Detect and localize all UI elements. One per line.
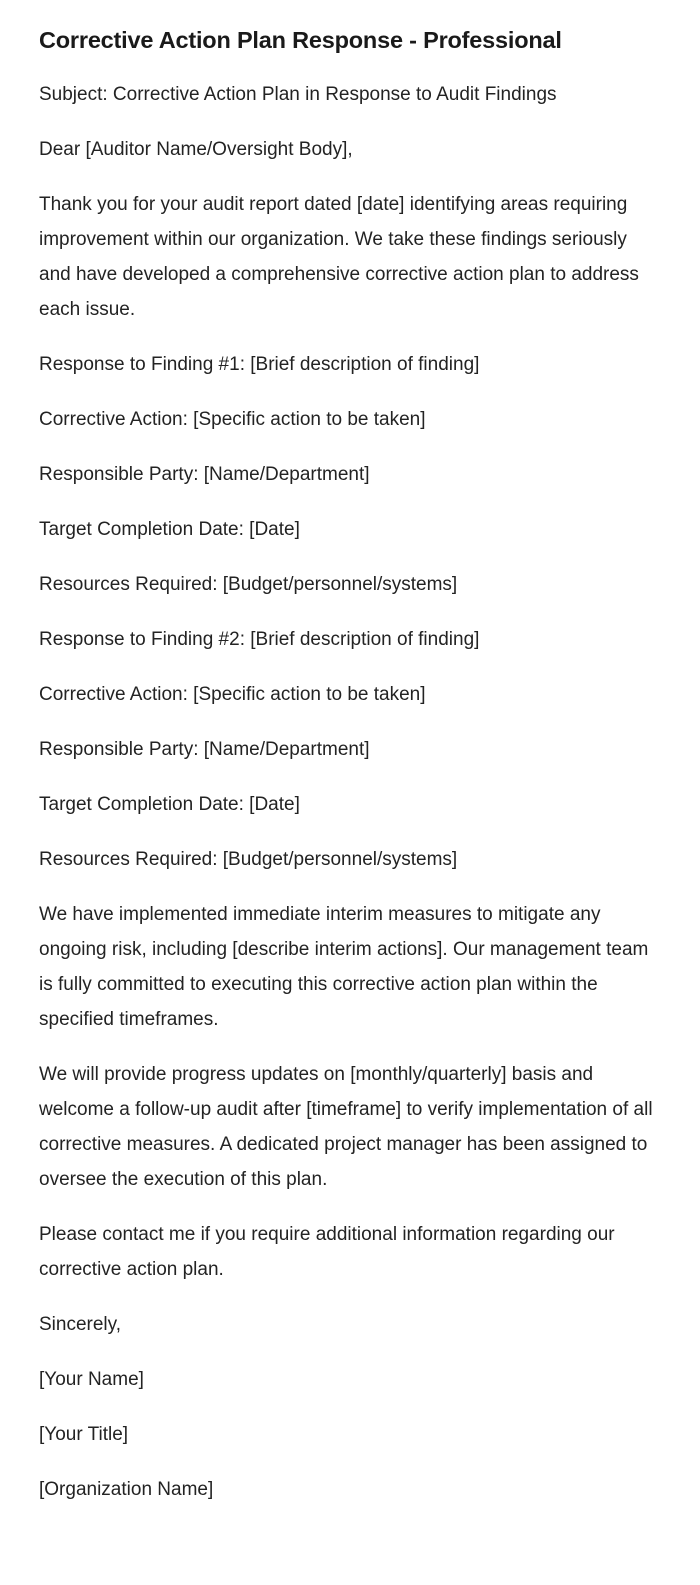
document-paragraph: Resources Required: [Budget/personnel/systems]: [39, 849, 458, 871]
document-paragraph: [Organization Name]: [39, 1479, 214, 1501]
document-paragraph: Target Completion Date: [Date]: [39, 794, 300, 816]
document-paragraph: Corrective Action: [Specific action to be taken]: [39, 684, 426, 706]
document-paragraph: Resources Required: [Budget/personnel/systems]: [39, 574, 458, 596]
document-paragraph: Dear [Auditor Name/Oversight Body],: [39, 139, 353, 161]
document-paragraph: [Your Name]: [39, 1369, 144, 1391]
document-body: [39, 77, 660, 1507]
page-title: Corrective Action Plan Response - Professional: [39, 27, 562, 53]
document-paragraph: Corrective Action: [Specific action to be taken]: [39, 409, 426, 431]
document-paragraph: Response to Finding #1: [Brief description of finding]: [39, 354, 480, 376]
document-paragraph: Please contact me if you require additional information regarding our corrective action plan.: [39, 1224, 615, 1281]
document-paragraph: Subject: Corrective Action Plan in Response to Audit Findings: [39, 84, 557, 106]
document-paragraph: Thank you for your audit report dated [date] identifying areas requiring improvement within our organization. We take these findings seriously and have developed a comprehensive corrective action plan to address each issue.: [39, 194, 639, 321]
document-paragraph: Sincerely,: [39, 1314, 122, 1336]
document-paragraph: Responsible Party: [Name/Department]: [39, 739, 370, 761]
document-paragraph: We have implemented immediate interim measures to mitigate any ongoing risk, including [describe interim actions]. Our management team is fully committed to executing this corrective action plan within the specified timeframes.: [39, 904, 649, 1031]
document-paragraph: [Your Title]: [39, 1424, 129, 1446]
document-paragraph: Responsible Party: [Name/Department]: [39, 464, 370, 486]
document-paragraph: We will provide progress updates on [monthly/quarterly] basis and welcome a follow-up audit after [timeframe] to verify implementation of all corrective measures. A dedicated project manager has been assigned to oversee the execution of this plan.: [39, 1064, 653, 1191]
document-paragraph: Target Completion Date: [Date]: [39, 519, 300, 541]
document-paragraph: Response to Finding #2: [Brief description of finding]: [39, 629, 480, 651]
